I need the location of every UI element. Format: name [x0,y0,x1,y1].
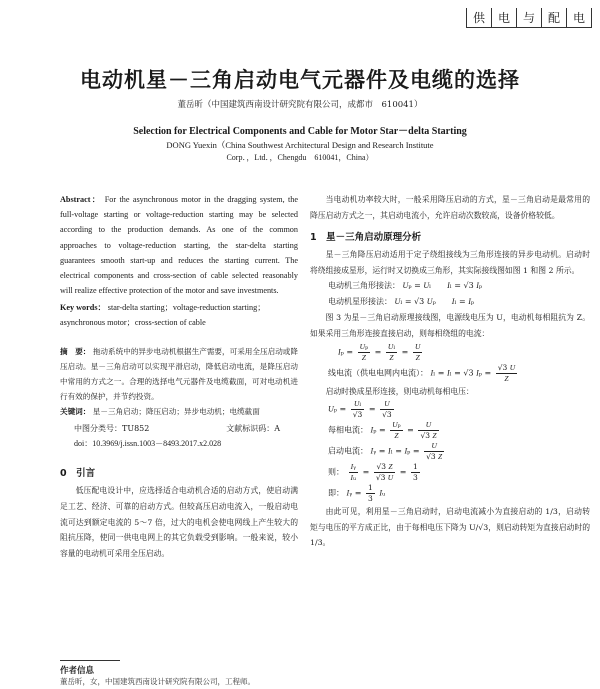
abstract-cn-text: 拖动系统中的异步电动机根据生产需要，可采用全压启动或降压启动。星－三角启动可以实现平滑启动，降低启动电流，是降压启动中常用的方式之一。合理的选择电气元器件及电缆截面，可对电动机进行有效的保护，并节约投资。 [60,347,299,402]
formula-line-current: 线电流（供电电网内电流）： Iₗ = Iₗ = √3 Iₚ = $\frac{√3 U}{Z}$ [328,362,516,383]
phase-current-label: 每相电流： [328,425,368,435]
section-heading-intro: 0 引言 [60,468,96,480]
author-line-en: DONG Yuexin（China Southwest Architectural Design and Research Institute [166,140,434,150]
author-info-heading: 作者信息 [60,666,95,676]
formula-delta [310,278,590,294]
formula-result: 即： Iᵧ = $\frac{1}{3}$ Iᵤ [328,483,386,504]
formula-phase-current-delta: Iₚ = $\frac{\text{Uₚ}}{Z}$ = $\frac{\text{Uₗ}}{Z}$ = $\frac{U}{Z}$ [338,341,421,362]
abstract-cn [60,344,298,404]
fraction: $\frac{\text{Uₗ}}{Z}$ [387,341,396,362]
keywords-cn-text: 星－三角启动；降压启动；异步电动机；电缆截面 [92,407,260,417]
formula-phase-current-star: 每相电流： Iₚ = $\frac{\text{Uₚ}}{Z}$ = $\frac{U}{√3 Z}$ [328,420,437,441]
formula-star-expr: Uₗ = √3 Uₚ Iₗ = Iₚ [394,297,475,307]
author-line-cn: 董岳昕（中国建筑西南设计研究院有限公司，成都市 610041） [177,100,423,110]
paragraph-large-motor: 当电动机功率较大时，一般采用降压启动的方式，星－三角启动是最常用的降压启动方式之一，其启动电流小，允许启动次数较高，设备价格较低。 [310,195,590,220]
keywords-en-label: Key words： [60,303,106,313]
abstract-en-label: Abstract： [60,195,102,204]
paper-title-en: Selection for Electrical Components and Cable for Motor Star－delta Starting [133,126,467,137]
section-heading-1: 1 星－三角启动原理分析 [310,232,422,244]
paper-title-cn: 电动机星－三角启动电气元器件及电缆的选择 [80,68,520,92]
formula-star-label: 电动机星形接法： [328,297,392,307]
fraction: $\frac{U}{√3 Z}$ [426,441,443,462]
hence-label: 即： [328,488,344,498]
section-tag-char: 电 [566,8,592,28]
document-code: 文献标识码：A [226,424,280,434]
author-info-text: 董岳昕，女，中国建筑西南设计研究院有限公司，工程师。 [60,677,255,686]
formula-delta-label: 电动机三角形接法： [328,281,400,291]
doi: doi：10.3969/j.issn.1003－8493.2017.x2.028 [74,439,222,449]
formula-ratio: 则： $\frac{\text{Iᵧ}}{\text{Iᵤ}}$ = $\frac{√3 Z}{√3 U}$ = $\frac{1}{3}$ [328,462,418,483]
fraction: $\frac{\text{Uₗ}}{√3}$ [352,399,363,420]
clc-number: 中图分类号：TU852 [74,424,150,434]
section-tag-char: 供 [466,8,492,28]
tag-divider [467,27,592,28]
paragraph-star-start: 启动时换成星形连接，则电动机每相电压： [325,386,474,396]
intro-paragraph: 低压配电设计中，应选择适合电动机合适的启动方式，使启动满足工艺、经济、可靠的启动方式。但较高压启动电流入，一般启动电流可达到额定电流的 5～7 倍，过大的电机会使电网线上产生较大的阻抗压降，使同一供电电网上的其它负载受到影响。一般来说，较小容量的电动机可采用全压启动。 [60,486,298,558]
paragraph-direct-start: 图 3 为星－三角启动原理接线图，电源线电压为 U，电动机每相阻抗为 Z。如果采用三角形连接直接启动，则每相绕组的电流： [310,313,590,338]
section-tag [467,8,592,28]
fraction: $\frac{\text{Uₚ}}{Z}$ [392,420,401,441]
paragraph-principle: 星－三角降压启动适用于定子绕组接线为三角形连接的异步电动机。启动时将绕组接成星形，运行时又切换成三角形，其实际接线图如图 1 和图 2 所示。 [310,250,590,275]
formula-start-current: 启动电流： Iᵧ = Iₗ = Iₚ = $\frac{U}{√3 Z}$ [328,441,443,462]
classification-line [60,421,298,436]
keywords-en [60,300,298,330]
keywords-cn [60,404,298,419]
formula-phase-voltage: Uₚ = $\frac{\text{Uₗ}}{√3}$ = $\frac{U}{√3}$ [328,399,392,420]
abstract-en [60,192,298,298]
fraction: $\frac{√3 Z}{√3 U}$ [375,462,394,483]
footer-rule [60,660,120,661]
fraction: $\frac{1}{3}$ [413,462,418,483]
formula-star [310,294,590,310]
fraction: $\frac{1}{3}$ [368,483,373,504]
line-current-label: 线电流（供电电网内电流）： [328,368,428,378]
abstract-en-text: For the asynchronous motor in the dragging system, the full-voltage starting or voltage-reduction starting may be selected according to the production demands. As one of the common approaches to voltage-reduction starting, the star-delta starting guarantees smooth start-up and reduces the starting current. The electrical components and cross-section of cable selected reasonably will realize effective protection of the motor and save investments. [60,195,299,296]
abstract-cn-label: 摘 要： [60,347,91,357]
then-label: 则： [328,467,344,477]
left-column [60,192,298,561]
fraction: $\frac{√3 U}{Z}$ [497,362,516,383]
right-column [310,192,590,551]
section-tag-char: 电 [491,8,517,28]
section-tag-char: 与 [516,8,542,28]
author-info [60,664,255,688]
paragraph-conclusion: 由此可见，利用星－三角启动时，启动电流减小为直接启动的 1/3，启动转矩与电压的平方成正比，由于每相电压下降为 U/√3，则启动转矩为直接启动时的 1/3。 [310,507,590,548]
fraction: $\frac{\text{Iᵧ}}{\text{Iᵤ}}$ [350,462,357,483]
fraction: $\frac{\text{Uₚ}}{Z}$ [359,341,369,362]
keywords-cn-label: 关键词： [60,407,91,417]
start-current-label: 启动电流： [328,446,368,456]
formula-delta-expr: Uₚ = Uₗ Iₗ = √3 Iₚ [402,281,483,291]
fraction: $\frac{U}{Z}$ [414,341,421,362]
keywords-en-text: star-delta starting；voltage-reduction starting；asynchronous motor；cross-section of cable [60,303,266,328]
affiliation-en: Corp．，Ltd．，Chengdu 610041，China） [226,153,374,162]
section-tag-char: 配 [541,8,567,28]
fraction: $\frac{U}{√3}$ [382,399,392,420]
fraction: $\frac{U}{√3 Z}$ [420,420,437,441]
